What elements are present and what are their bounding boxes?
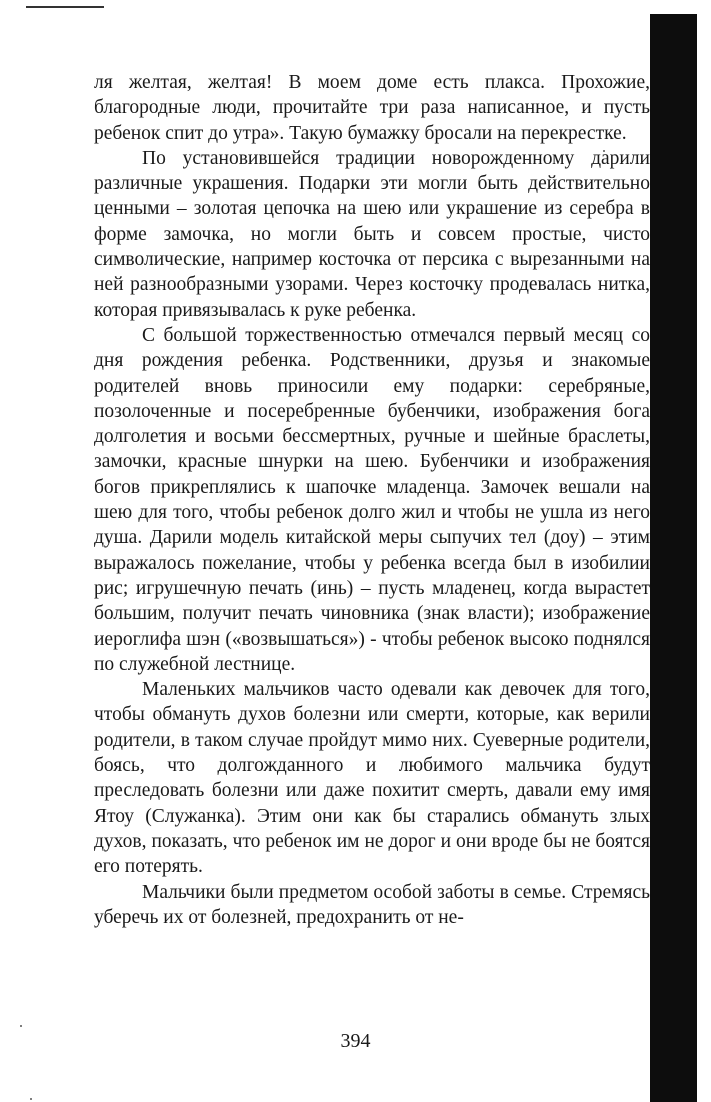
top-rule xyxy=(26,6,104,8)
paragraph: ля желтая, желтая! В моем доме есть плакса. Прохожие, благородные люди, прочитайте три раза написанное, и пусть ребенок спит до утра». Такую бумажку бросали на перекрестке. xyxy=(94,72,650,144)
paragraph: Маленьких мальчиков часто одевали как девочек для того, чтобы обмануть духов болезни или смерти, которые, как верили родители, в таком случае пройдут мимо них. Суеверные родители, боясь, что долгожданного и любимого мальчика будут преследовать болезни или даже похитит смерть, давали ему имя Ятоу (Служанка). Этим они как бы старались обмануть злых духов, показать, что ребенок им не дорог и они вроде бы не боятся его потерять. xyxy=(94,679,650,878)
paragraph: С большой торжественностью отмечался первый месяц со дня рождения ребенка. Родственники, друзья и знакомые родителей вновь приносили ему подарки: серебряные, позолоченные и посеребренные бубенчики, изображения бога долголетия и восьми бессмертных, ручные и шейные браслеты, замочки, красные шнурки на шею. Бубенчики и изображения богов прикреплялись к шапочке младенца. Замочек вешали на шею для того, чтобы ребенок долго жил и чтобы не ушла из него душа. Дарили модель китайской меры сыпучих тел (доу) – этим выражалось пожелание, чтобы у ребенка всегда был в изобилии рис; игрушечную печать (инь) – пусть младенец, когда вырастет большим, получит печать чиновника (знак власти); изображение иероглифа шэн («возвышаться») - чтобы ребенок высоко поднялся по служебной лестнице. xyxy=(94,324,650,675)
paragraph: Мальчики были предметом особой заботы в семье. Стремясь уберечь их от болезней, предохранить от не- xyxy=(94,881,650,928)
page-number: 394 xyxy=(340,1030,371,1052)
scan-speck xyxy=(20,1025,22,1027)
scan-speck xyxy=(30,1098,32,1100)
body-text xyxy=(94,70,650,930)
scan-edge-shadow xyxy=(650,14,697,1102)
paragraph: По установившейся традиции новорожденному дарили различные украшения. Подарки эти могли быть действительно ценными – золотая цепочка на шею или украшение из серебра в форме замочка, но могли быть и совсем простые, чисто символические, например косточка от персика с вырезанными на ней разнообразными узорами. Через косточку продевалась нитка, которая привязывалась к руке ребенка. xyxy=(94,147,650,321)
